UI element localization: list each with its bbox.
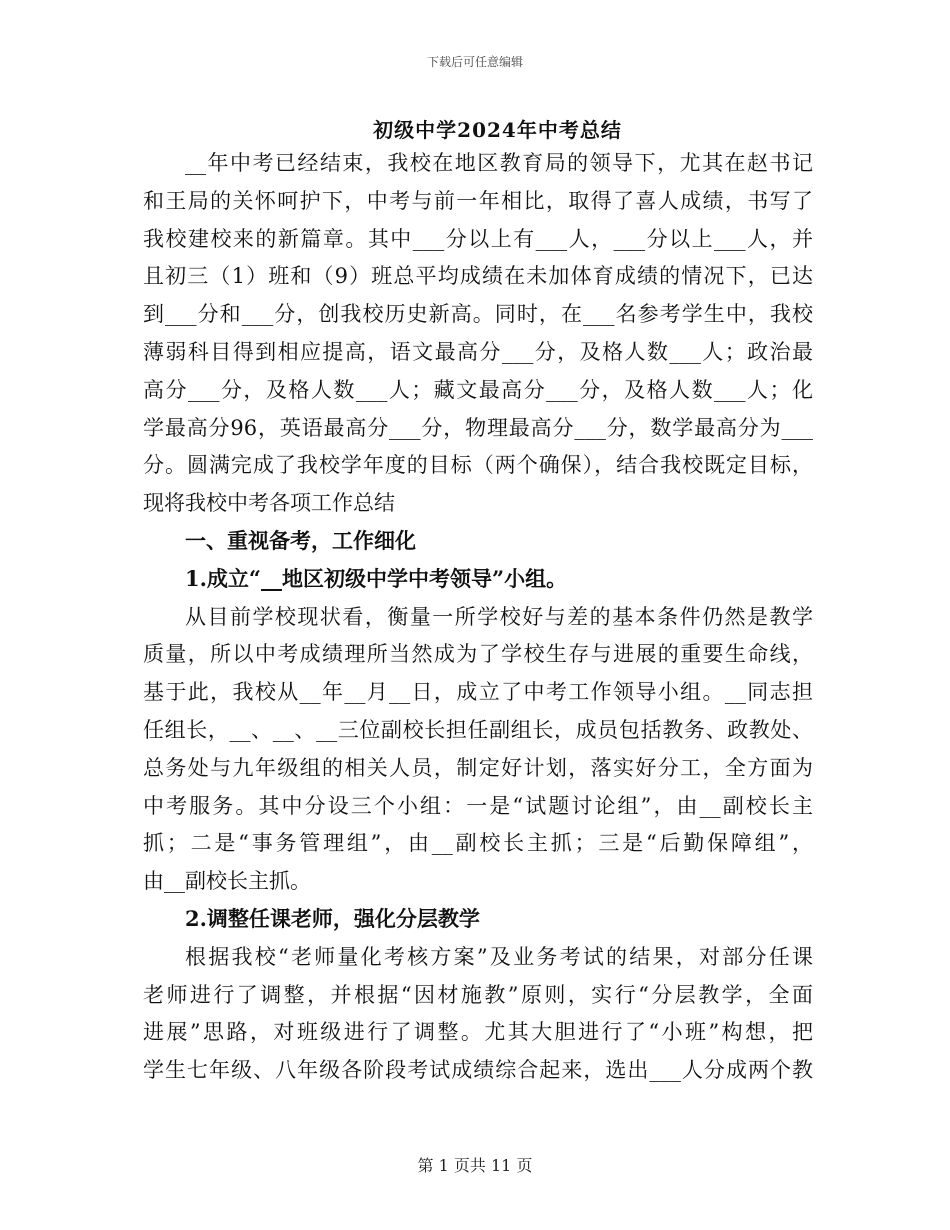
paragraph-line: 任组长，__、__、__三位副校长担任副组长，成员包括教务、政教处、	[143, 718, 813, 742]
paragraph-line: 分。圆满完成了我校学年度的目标（两个确保），结合我校既定目标，	[143, 453, 813, 478]
paragraph-line: __年中考已经结束，我校在地区教育局的领导下，尤其在赵书记	[185, 151, 813, 175]
section-heading: 2.调整任课老师，强化分层教学	[185, 906, 480, 931]
paragraph-line: 根据我校“老师量化考核方案”及业务考试的结果，对部分任课	[185, 944, 813, 969]
paragraph-line: 中考服务。其中分设三个小组：一是“试题讨论组”，由__副校长主	[143, 793, 813, 818]
paragraph-line: 抓；二是“事务管理组”，由__副校长主抓；三是“后勤保障组”，	[143, 831, 813, 856]
page-number: 第 1 页共 11 页	[417, 1156, 533, 1175]
paragraph-line: 由__副校长主抓。	[143, 869, 311, 894]
paragraph-line: 且初三（1）班和（9）班总平均成绩在未加体育成绩的情况下，已达	[143, 264, 813, 289]
section-heading: 一、重视备考，工作细化	[185, 528, 416, 553]
paragraph-line: 和王局的关怀呵护下，中考与前一年相比，取得了喜人成绩，书写了	[143, 188, 813, 213]
paragraph-line: 总务处与九年级组的相关人员，制定好计划，落实好分工，全方面为	[143, 755, 813, 780]
paragraph-line: 现将我校中考各项工作总结	[143, 491, 395, 516]
paragraph-line: 高分___分，及格人数___人；藏文最高分___分，及格人数___人；化	[143, 377, 813, 402]
section-heading: 1.成立“__地区初级中学中考领导”小组。	[185, 565, 568, 591]
document-title: 初级中学2024年中考总结	[373, 118, 622, 142]
download-note: 下载后可任意编辑	[426, 55, 523, 69]
paragraph-line: 薄弱科目得到相应提高，语文最高分___分，及格人数___人；政治最	[143, 340, 813, 364]
paragraph-line: 我校建校来的新篇章。其中___分以上有___人，___分以上___人，并	[143, 226, 813, 251]
paragraph-line: 进展”思路，对班级进行了调整。尤其大胆进行了“小班”构想，把	[143, 1020, 813, 1045]
paragraph-line: 质量，所以中考成绩理所当然成为了学校生存与进展的重要生命线，	[143, 642, 813, 667]
paragraph-line: 到___分和___分，创我校历史新高。同时，在___名参考学生中，我校	[143, 302, 813, 327]
paragraph-line: 学最高分96，英语最高分___分，物理最高分___分，数学最高分为___	[143, 415, 813, 440]
paragraph-line: 老师进行了调整，并根据“因材施教”原则，实行“分层教学，全面	[143, 982, 813, 1007]
paragraph-line: 学生七年级、八年级各阶段考试成绩综合起来，选出___人分成两个教	[143, 1058, 813, 1083]
paragraph-line: 从目前学校现状看，衡量一所学校好与差的基本条件仍然是教学	[185, 604, 813, 629]
paragraph-line: 基于此，我校从__年__月__日，成立了中考工作领导小组。__同志担	[143, 680, 813, 705]
